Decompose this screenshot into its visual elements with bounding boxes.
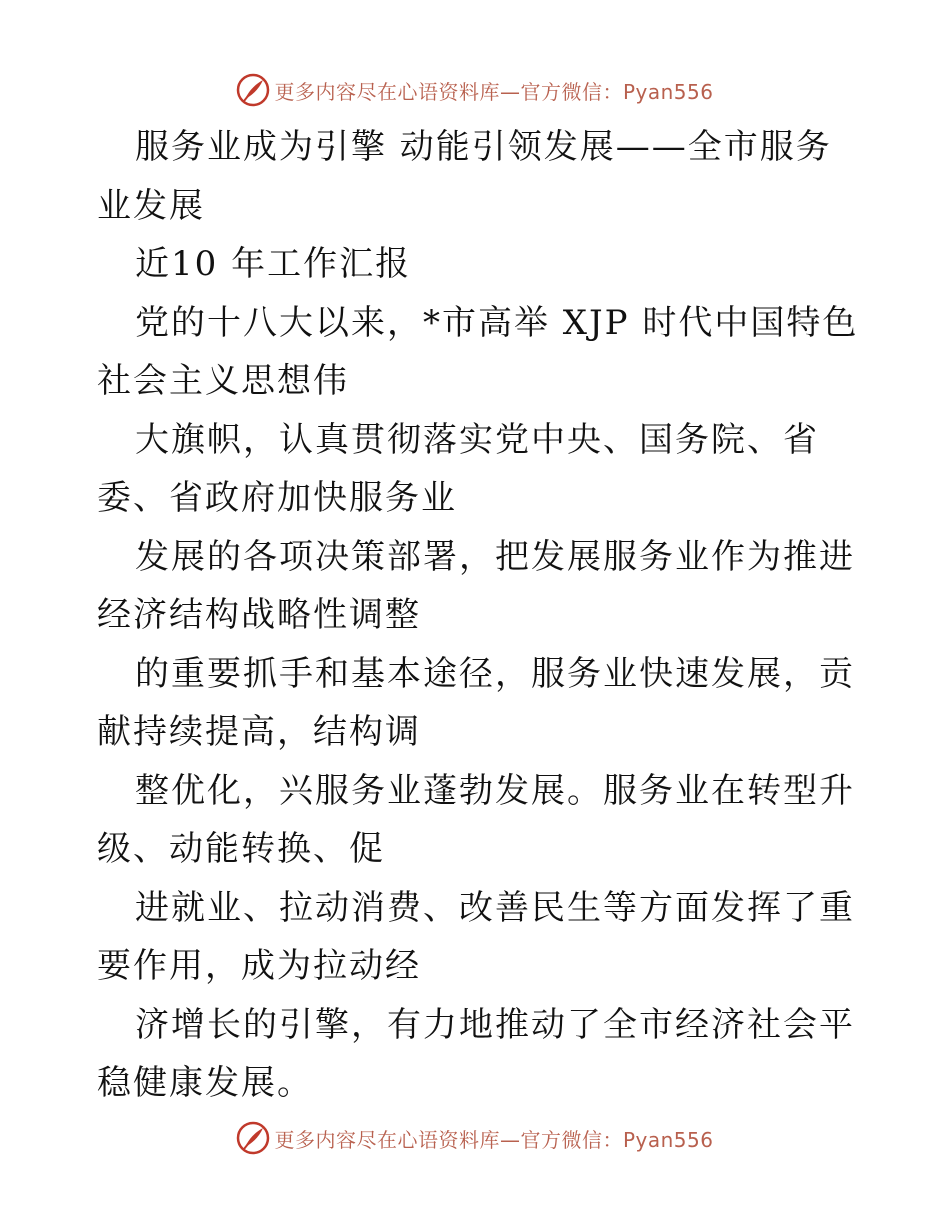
quill-pen-circle-icon xyxy=(236,1121,270,1155)
footer-watermark xyxy=(0,1118,950,1158)
paragraph: 的重要抓手和基本途径，服务业快速发展，贡献持续提高，结构调 xyxy=(97,653,855,752)
paragraph: 党的十八大以来，*市高举 XJP 时代中国特色社会主义思想伟 xyxy=(97,302,859,401)
watermark-text: 更多内容尽在心语资料库—官方微信：Pyan556 xyxy=(274,1127,714,1152)
paragraph: 服务业成为引擎 动能引领发展——全市服务业发展 xyxy=(97,127,832,226)
paragraph: 整优化，兴服务业蓬勃发展。服务业在转型升级、动能转换、促 xyxy=(97,770,855,869)
paragraph: 进就业、拉动消费、改善民生等方面发挥了重要作用，成为拉动经 xyxy=(97,887,855,986)
header-watermark xyxy=(0,70,950,110)
paragraph: 发展的各项决策部署，把发展服务业作为推进经济结构战略性调整 xyxy=(97,536,855,635)
paragraph: 济增长的引擎，有力地推动了全市经济社会平稳健康发展。 xyxy=(97,1004,855,1103)
paragraph: 近10 年工作汇报 xyxy=(135,244,412,284)
watermark-text: 更多内容尽在心语资料库—官方微信：Pyan556 xyxy=(274,79,714,104)
document-body xyxy=(97,118,859,1113)
paragraph: 大旗帜，认真贯彻落实党中央、国务院、省委、省政府加快服务业 xyxy=(97,419,819,518)
quill-pen-circle-icon xyxy=(236,73,270,107)
